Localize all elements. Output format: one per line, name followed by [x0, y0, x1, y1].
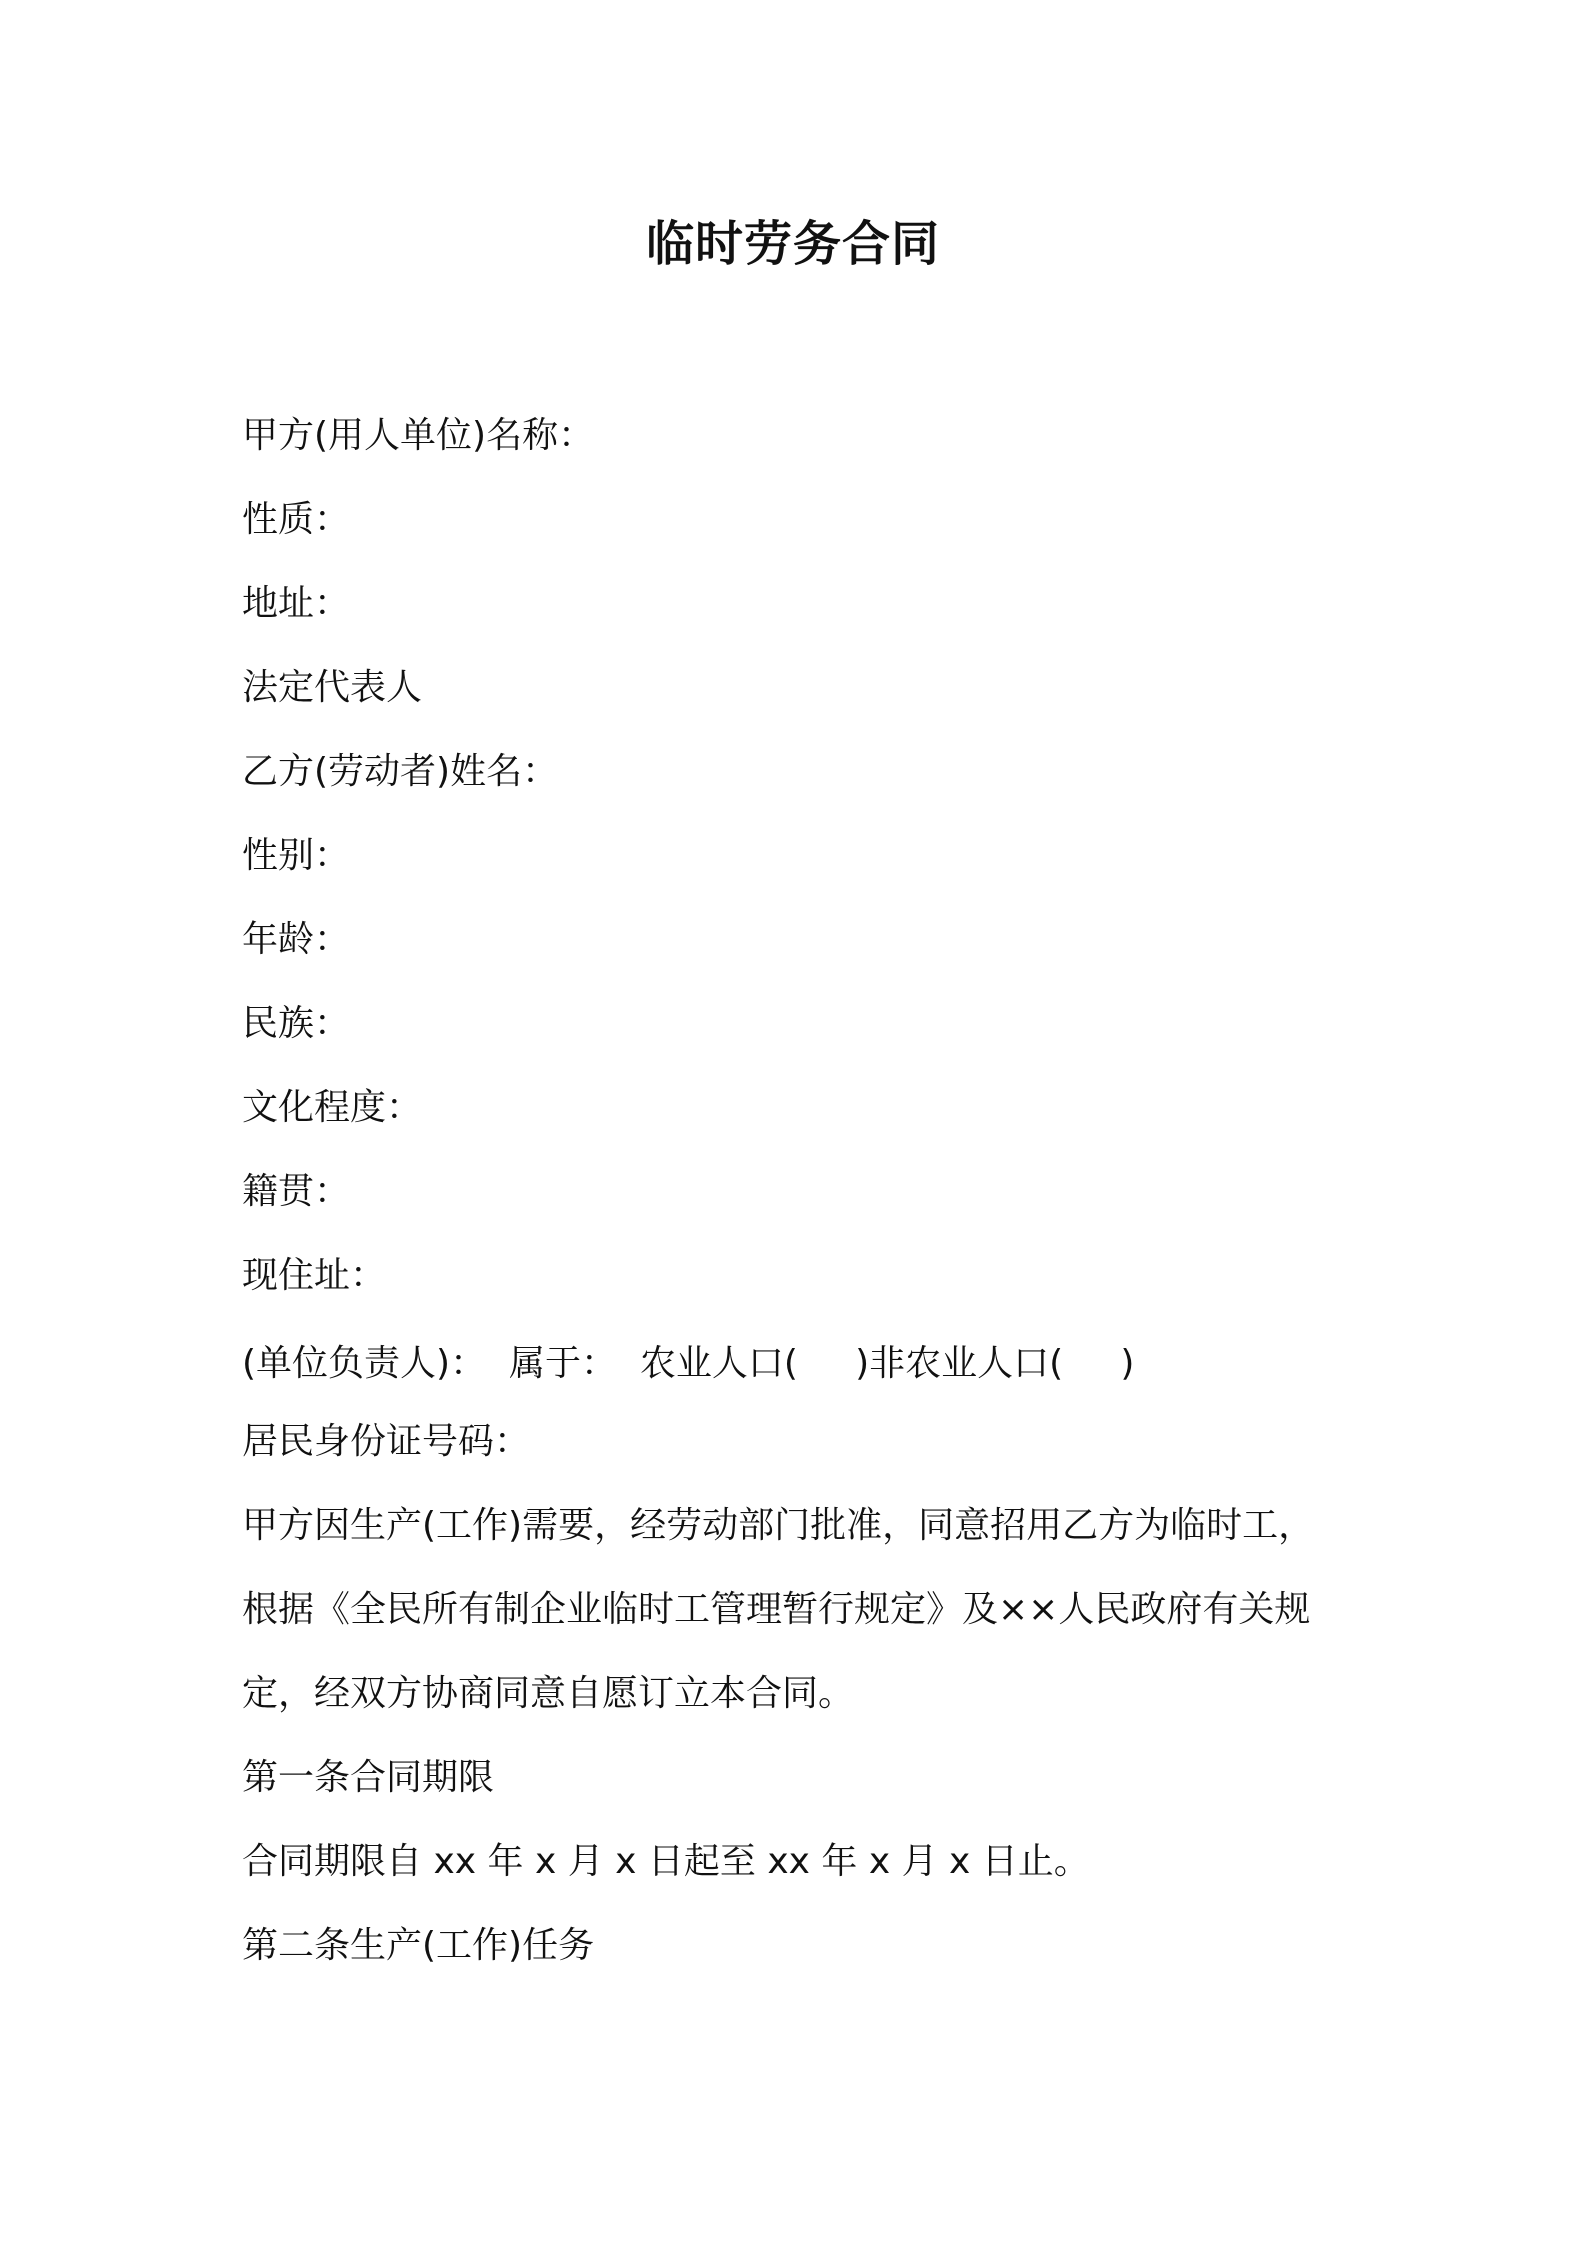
field-age: 年龄：	[242, 919, 351, 960]
field-address: 地址：	[242, 583, 351, 624]
field-nature: 性质：	[242, 499, 351, 540]
field-gender: 性别：	[242, 835, 351, 876]
field-household-type: (单位负责人)： 属于： 农业人口( )非农业人口( )	[242, 1343, 1135, 1384]
field-legal-rep: 法定代表人	[242, 667, 423, 708]
field-ethnicity: 民族：	[242, 1003, 351, 1044]
article1-text: 合同期限自 xx 年 x 月 x 日起至 xx 年 x 月 x 日止。	[242, 1841, 1090, 1882]
preamble-line-3: 定，经双方协商同意自愿订立本合同。	[242, 1673, 855, 1714]
field-native-place: 籍贯：	[242, 1171, 351, 1212]
field-party-b-name: 乙方(劳动者)姓名：	[242, 751, 559, 792]
preamble-line-1: 甲方因生产(工作)需要，经劳动部门批准，同意招用乙方为临时工，	[242, 1505, 1315, 1546]
article2-heading: 第二条生产(工作)任务	[242, 1925, 595, 1966]
field-id-number: 居民身份证号码：	[242, 1421, 531, 1462]
preamble-line-2: 根据《全民所有制企业临时工管理暂行规定》及××人民政府有关规	[242, 1589, 1311, 1630]
field-party-a-name: 甲方(用人单位)名称：	[242, 415, 595, 456]
document-title: 临时劳务合同	[645, 216, 940, 272]
field-current-address: 现住址：	[242, 1255, 387, 1296]
article1-heading: 第一条合同期限	[242, 1757, 495, 1798]
field-education: 文化程度：	[242, 1087, 423, 1128]
